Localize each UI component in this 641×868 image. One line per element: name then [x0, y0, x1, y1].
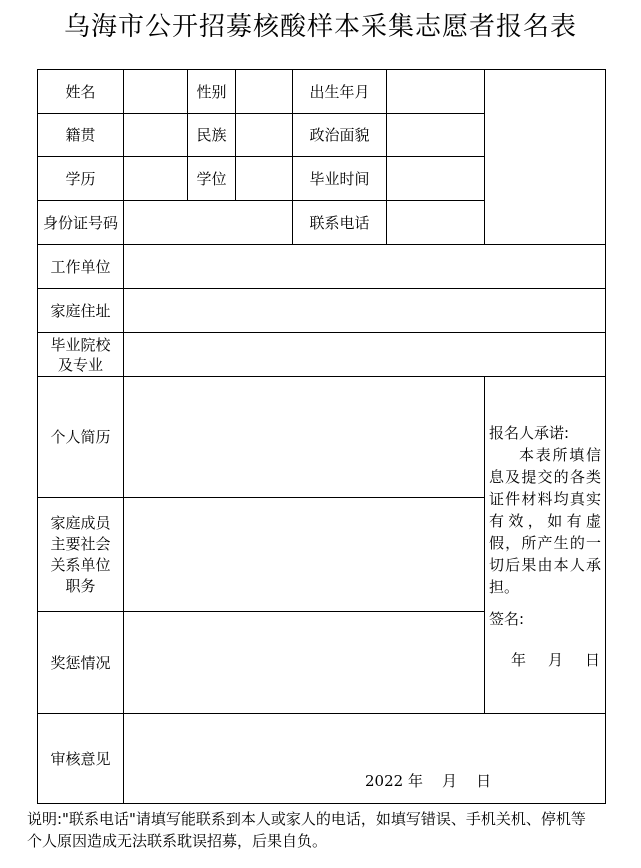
- label-name: 姓名: [65, 82, 96, 101]
- work-unit-field[interactable]: [124, 245, 605, 288]
- label-gender: 性别: [196, 82, 227, 101]
- label-resume: 个人简历: [50, 428, 111, 446]
- label-work-unit: 工作单位: [50, 257, 111, 276]
- label-id-number: 身份证号码: [42, 213, 118, 232]
- label-ethnicity: 民族: [196, 126, 227, 144]
- review-date: 2022 年 月 日: [365, 772, 492, 790]
- graduation-time-field[interactable]: [387, 157, 484, 200]
- political-status-field[interactable]: [387, 114, 484, 156]
- promise-heading: 报名人承诺:: [489, 424, 570, 442]
- signature-label: 签名:: [489, 610, 525, 628]
- school-major-field[interactable]: [124, 333, 605, 376]
- applicant-promise: [489, 422, 601, 598]
- label-phone: 联系电话: [309, 213, 370, 232]
- label-rewards: 奖惩情况: [50, 653, 111, 672]
- label-home-address: 家庭住址: [50, 301, 111, 320]
- label-family: 家庭成员 主要社会 关系单位 职务: [50, 513, 111, 595]
- family-field[interactable]: [124, 498, 484, 611]
- name-field[interactable]: [124, 70, 187, 113]
- rewards-field[interactable]: [124, 612, 484, 713]
- gender-field[interactable]: [236, 70, 292, 113]
- promise-date: 年 月 日: [511, 651, 601, 669]
- degree-field[interactable]: [236, 157, 292, 200]
- ethnicity-field[interactable]: [236, 114, 292, 156]
- promise-body: 本表所填信息及提交的各类证件材料均真实有效，如有虚假，所产生的一切后果由本人承担。: [489, 446, 601, 596]
- id-number-field[interactable]: [124, 201, 292, 244]
- label-political-status: 政治面貌: [309, 126, 370, 144]
- label-graduation-time: 毕业时间: [309, 169, 370, 188]
- label-school-major: 毕业院校 及专业: [50, 335, 111, 374]
- page-title: 乌海市公开招募核酸样本采集志愿者报名表: [63, 12, 577, 42]
- photo-box[interactable]: [485, 70, 605, 244]
- label-birth: 出生年月: [309, 82, 370, 101]
- footnote-line-2: 个人原因造成无法联系耽误招募，后果自负。: [27, 832, 328, 850]
- label-review: 审核意见: [50, 749, 111, 768]
- label-native-place: 籍贯: [65, 126, 96, 144]
- resume-field[interactable]: [124, 377, 484, 497]
- home-address-field[interactable]: [124, 289, 605, 332]
- footnote: [27, 808, 627, 852]
- native-place-field[interactable]: [124, 114, 187, 156]
- label-degree: 学位: [196, 169, 227, 188]
- education-field[interactable]: [124, 157, 187, 200]
- phone-field[interactable]: [387, 201, 484, 244]
- birth-field[interactable]: [387, 70, 484, 113]
- footnote-line-1: 说明:"联系电话"请填写能联系到本人或家人的电话，如填写错误、手机关机、停机等: [27, 810, 586, 828]
- label-education: 学历: [65, 169, 96, 188]
